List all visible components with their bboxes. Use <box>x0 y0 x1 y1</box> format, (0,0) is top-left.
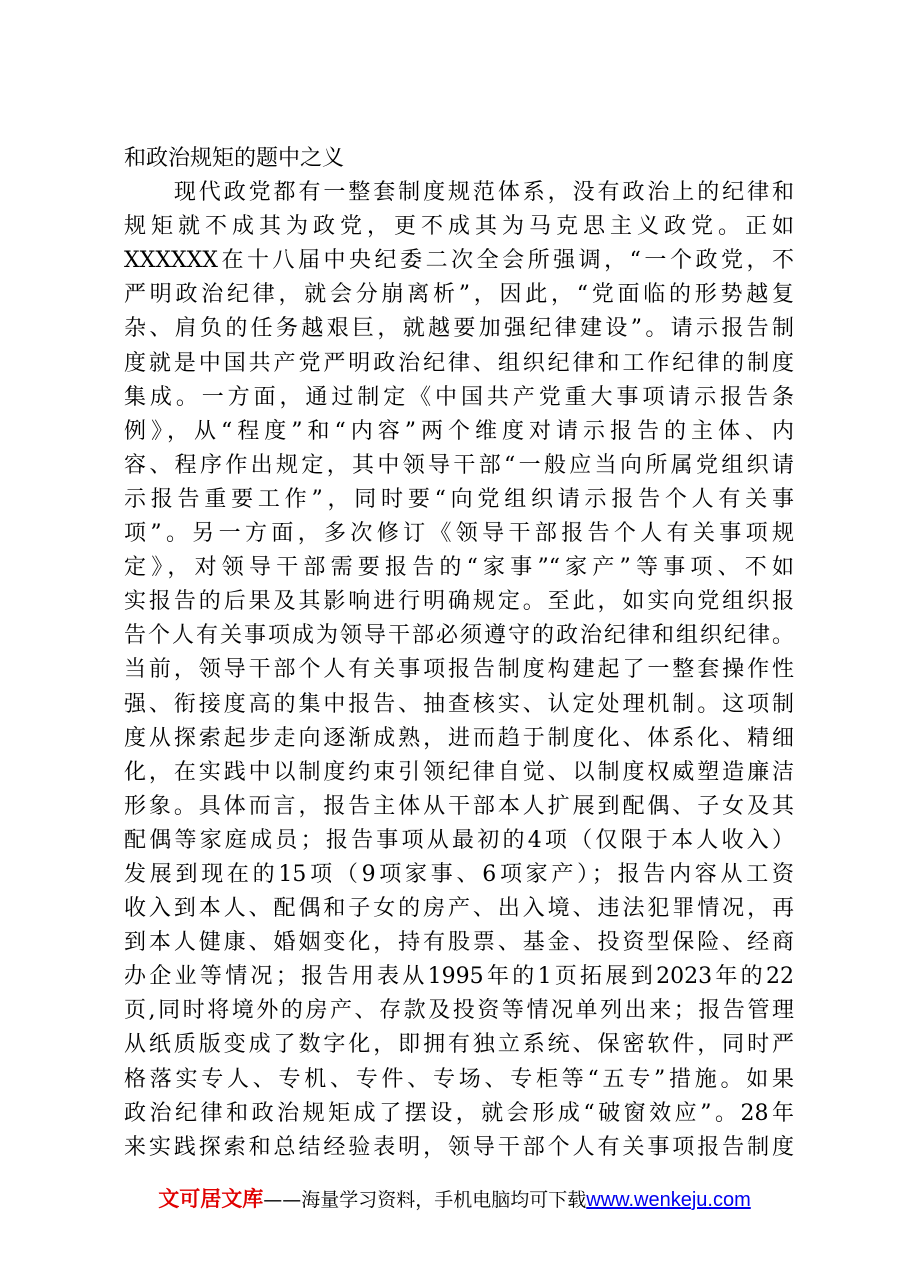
text-line: 页,同时将境外的房产、存款及投资等情况单列出来；报告管理 <box>124 998 794 1024</box>
text-line: 化，在实践中以制度约束引领纪律自觉、以制度权威塑造廉洁 <box>124 759 794 785</box>
text-line: 配偶等家庭成员；报告事项从最初的4项（仅限于本人收入） <box>124 827 794 853</box>
text-line: 当前，领导干部个人有关事项报告制度构建起了一整套操作性 <box>124 657 794 683</box>
text-line: 项”。另一方面，多次修订《领导干部报告个人有关事项规 <box>124 521 794 547</box>
text-line: 发展到现在的15项（9项家事、6项家产）；报告内容从工资 <box>124 861 794 887</box>
body-text <box>124 142 794 1165</box>
footer-tagline: 海量学习资料，手机电脑均可下载 <box>301 1189 587 1211</box>
text-line: 政治纪律和政治规矩成了摆设，就会形成“破窗效应”。28年 <box>124 1100 794 1126</box>
text-line: 到本人健康、婚姻变化，持有股票、基金、投资型保险、经商 <box>124 930 794 956</box>
text-line: 现代政党都有一整套制度规范体系，没有政治上的纪律和 <box>124 180 794 206</box>
text-line: 来实践探索和总结经验表明，领导干部个人有关事项报告制度 <box>124 1134 794 1160</box>
footer-dash: —— <box>263 1189 302 1211</box>
text-line: XXXXXX在十八届中央纪委二次全会所强调，“一个政党，不 <box>124 248 794 274</box>
text-line: 强、衔接度高的集中报告、抽查核实、认定处理机制。这项制 <box>124 691 794 717</box>
footer-brand: 文可居文库 <box>158 1187 264 1211</box>
text-line: 从纸质版变成了数字化，即拥有独立系统、保密软件，同时严 <box>124 1032 794 1058</box>
text-line: 集成。一方面，通过制定《中国共产党重大事项请示报告条 <box>124 384 794 410</box>
text-line: 实报告的后果及其影响进行明确规定。至此，如实向党组织报 <box>124 589 794 615</box>
text-line: 杂、肩负的任务越艰巨，就越要加强纪律建设”。请示报告制 <box>124 316 794 342</box>
text-line: 和政治规矩的题中之义 <box>124 146 345 171</box>
text-line: 容、程序作出规定，其中领导干部“一般应当向所属党组织请 <box>124 452 794 478</box>
text-line: 办企业等情况；报告用表从1995年的1页拓展到2023年的22 <box>124 964 794 990</box>
text-line: 告个人有关事项成为领导干部必须遵守的政治纪律和组织纪律。 <box>124 623 794 649</box>
text-line: 例》，从“程度”和“内容”两个维度对请示报告的主体、内 <box>124 418 794 444</box>
text-line: 形象。具体而言，报告主体从干部本人扩展到配偶、子女及其 <box>124 793 794 819</box>
text-line: 格落实专人、专机、专件、专场、专柜等“五专”措施。如果 <box>124 1066 794 1092</box>
text-line: 收入到本人、配偶和子女的房产、出入境、违法犯罪情况，再 <box>124 896 794 922</box>
text-line: 规矩就不成其为政党，更不成其为马克思主义政党。正如 <box>124 214 794 240</box>
text-line: 度从探索起步走向逐渐成熟，进而趋于制度化、体系化、精细 <box>124 725 794 751</box>
footer-banner <box>0 1183 909 1213</box>
footer-url-link[interactable]: www.wenkeju.com <box>586 1189 751 1211</box>
text-line: 定》，对领导干部需要报告的“家事”“家产”等事项、不如 <box>124 555 794 581</box>
text-line: 严明政治纪律，就会分崩离析”，因此，“党面临的形势越复 <box>124 282 794 308</box>
text-line: 示报告重要工作”，同时要“向党组织请示报告个人有关事 <box>124 486 794 512</box>
text-line: 度就是中国共产党严明政治纪律、组织纪律和工作纪律的制度 <box>124 350 794 376</box>
